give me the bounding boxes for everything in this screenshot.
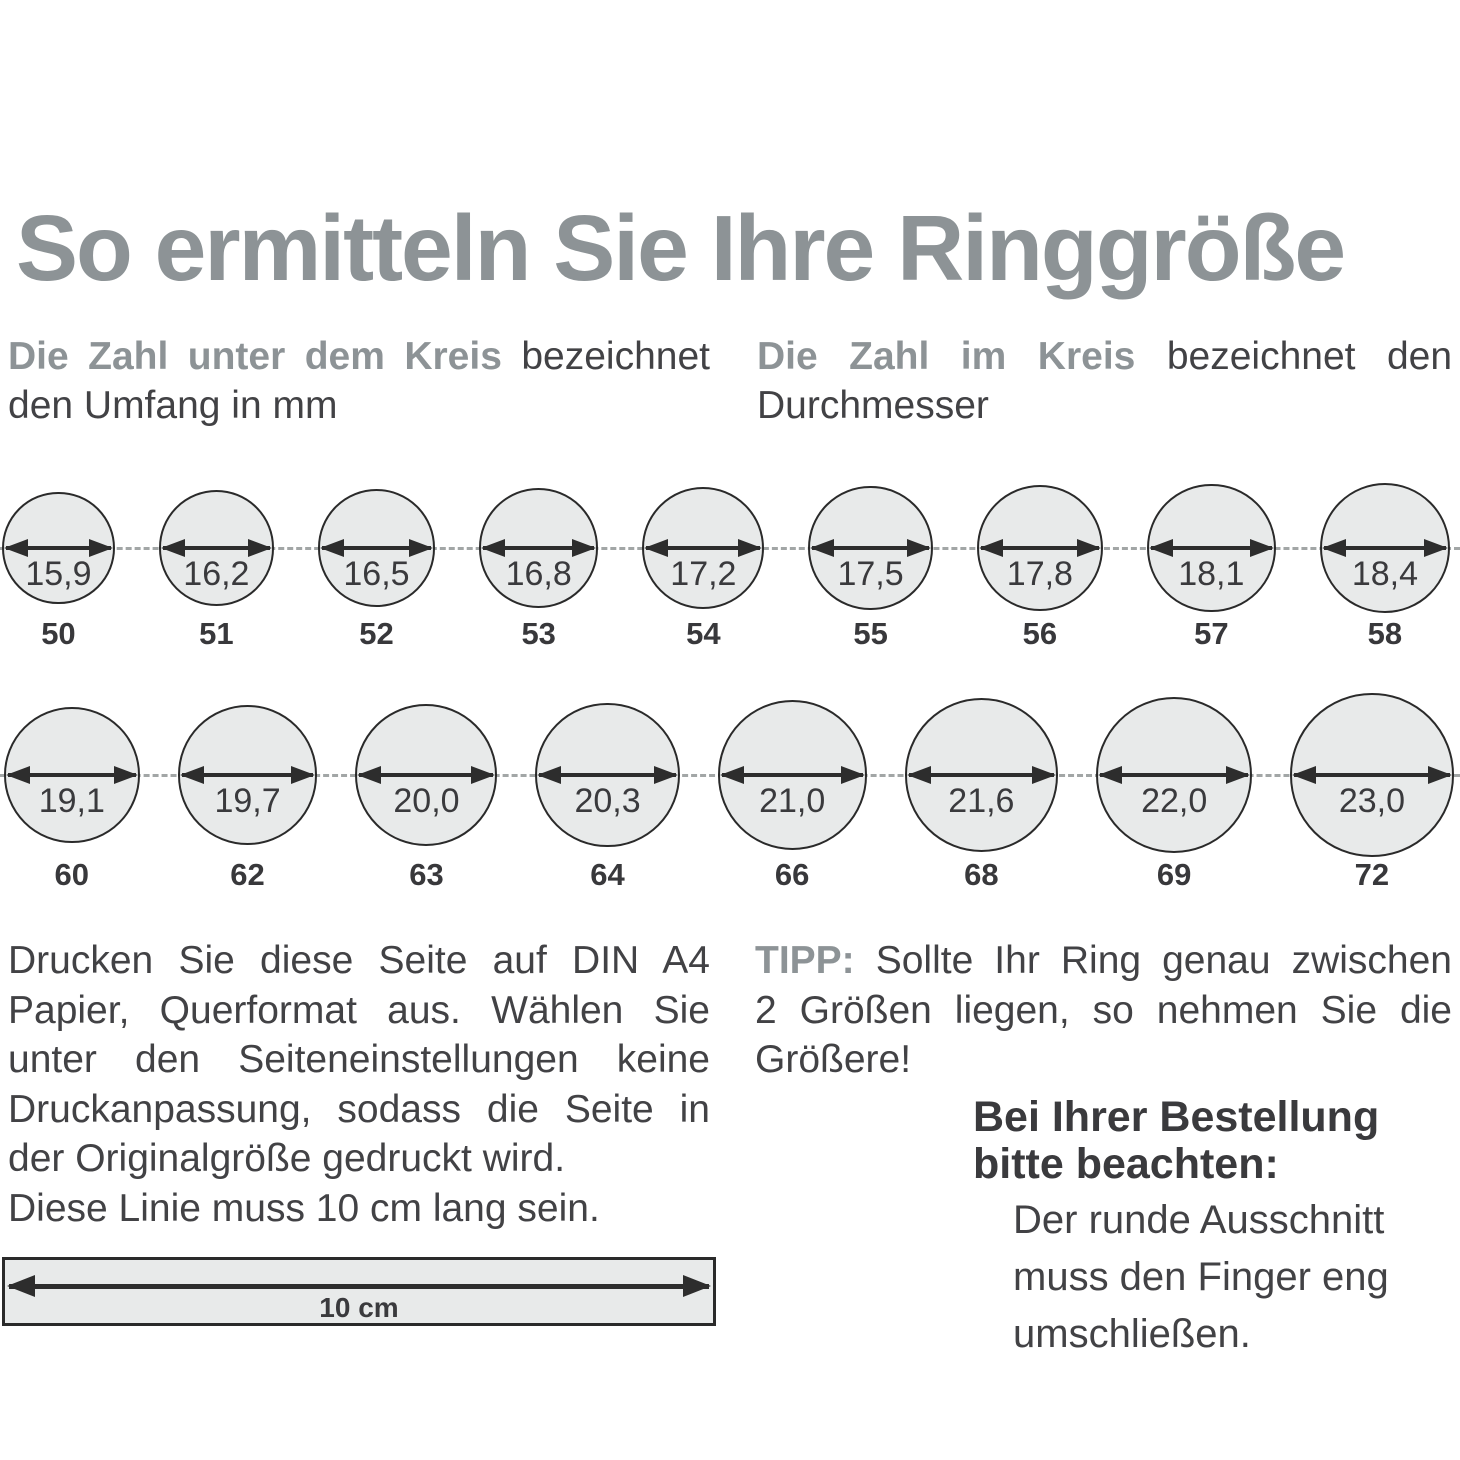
diameter-value: 21,6 [948, 781, 1015, 820]
diameter-value: 18,4 [1351, 554, 1418, 593]
diameter-arrow-icon [322, 546, 431, 550]
ring-size-label: 50 [41, 616, 76, 651]
print-instructions-line: Drucken Sie diese Seite auf DIN A4 [8, 939, 710, 982]
ring-circle [1096, 697, 1252, 853]
ring-size-label: 53 [521, 616, 556, 651]
ring-size-label: 69 [1156, 857, 1192, 892]
page-title: So ermitteln Sie Ihre Ringgröße [16, 196, 1345, 300]
ring-size-label: 55 [853, 616, 888, 651]
ring-size-label: 58 [1367, 616, 1403, 651]
ring-circle [718, 700, 867, 849]
ring-size-label: 62 [230, 857, 265, 892]
subtitle-diameter-rest: bezeichnet den [1166, 335, 1453, 378]
diameter-value: 17,8 [1006, 554, 1073, 593]
ring-circle [535, 703, 679, 847]
diameter-value: 16,8 [505, 554, 572, 593]
print-instructions [8, 936, 710, 1233]
order-note-body-line: umschließen. [1013, 1312, 1251, 1356]
diameter-arrow-icon [8, 773, 136, 777]
ring-size-label: 51 [199, 616, 234, 651]
diameter-value: 17,5 [837, 555, 904, 593]
diameter-value: 19,7 [214, 781, 281, 820]
diameter-arrow-icon [909, 773, 1054, 777]
ring-circle [318, 489, 435, 606]
print-instructions-line: unter den Seiteneinstellungen keine [8, 1038, 710, 1081]
diameter-value: 23,0 [1338, 781, 1405, 820]
diameter-value: 22,0 [1141, 781, 1208, 820]
ring-size-label: 60 [54, 857, 90, 892]
tip-paragraph [755, 936, 1452, 1085]
ruler-arrow-icon [9, 1284, 709, 1289]
diameter-value: 20,0 [393, 782, 460, 820]
diameter-value: 21,0 [759, 781, 826, 820]
ring-circle [1320, 483, 1451, 614]
ring-size-label: 56 [1022, 616, 1058, 651]
ring-circle [2, 492, 115, 605]
diameter-value: 17,2 [670, 554, 737, 593]
order-note-body-line: muss den Finger eng [1013, 1255, 1389, 1299]
diameter-arrow-icon [812, 546, 928, 550]
subtitle-circumference-line2: den Umfang in mm [8, 384, 338, 427]
ring-circle [178, 705, 318, 845]
diameter-arrow-icon [722, 773, 863, 777]
diameter-value: 16,2 [183, 554, 250, 593]
order-note-heading [973, 1094, 1379, 1188]
ring-circle [808, 486, 932, 610]
ring-size-label: 57 [1194, 616, 1229, 651]
diameter-arrow-icon [1151, 546, 1272, 550]
diameter-arrow-icon [6, 546, 111, 550]
ring-size-label: 66 [774, 857, 810, 892]
diameter-arrow-icon [1324, 546, 1447, 550]
print-instructions-line: Diese Linie muss 10 cm lang sein. [8, 1186, 600, 1230]
diameter-value: 19,1 [38, 781, 105, 820]
order-note-heading-line: bitte beachten: [973, 1140, 1279, 1188]
ring-circle [642, 487, 764, 609]
tip-line2: 2 Größen liegen, so nehmen Sie die [755, 988, 1452, 1032]
tip-line1 [755, 936, 1452, 986]
diameter-arrow-icon [646, 546, 760, 550]
ring-circle [159, 490, 274, 605]
ring-circle [905, 698, 1058, 851]
diameter-arrow-icon [359, 773, 493, 777]
ring-circle [4, 707, 140, 843]
ring-size-label: 54 [686, 616, 721, 651]
ring-circle [479, 488, 598, 607]
print-instructions-line: der Originalgröße gedruckt wird. [8, 1137, 566, 1180]
diameter-arrow-icon [1294, 773, 1449, 777]
order-note-body-line: Der runde Ausschnitt [1013, 1198, 1385, 1242]
tip-line1-rest: Sollte Ihr Ring genau zwischen [875, 939, 1452, 982]
ring-circle [1147, 484, 1276, 613]
order-note-body [1013, 1192, 1389, 1363]
diameter-arrow-icon [1100, 773, 1248, 777]
tip-line3: Größere! [755, 1038, 912, 1081]
diameter-arrow-icon [163, 546, 270, 550]
tip-prefix: TIPP: [755, 939, 855, 982]
subtitle-circumference-highlight: Die Zahl unter dem Kreis [8, 335, 502, 378]
diameter-arrow-icon [981, 546, 1099, 550]
print-instructions-line: Druckanpassung, sodass die Seite in [8, 1087, 710, 1131]
ring-size-label: 68 [964, 857, 999, 892]
ruler-label: 10 cm [319, 1292, 399, 1323]
ring-size-label: 63 [409, 857, 444, 892]
diameter-value: 18,1 [1178, 554, 1245, 593]
ring-size-label: 52 [359, 616, 394, 651]
diameter-arrow-icon [182, 773, 314, 777]
ring-circle [1290, 693, 1453, 856]
ring-size-label: 72 [1354, 857, 1390, 892]
print-instructions-line: Papier, Querformat aus. Wählen Sie [8, 988, 710, 1032]
diameter-value: 16,5 [343, 554, 410, 593]
subtitle-diameter-line2: Durchmesser [757, 384, 989, 427]
diameter-value: 15,9 [25, 554, 92, 593]
ring-circle [977, 485, 1103, 611]
diameter-arrow-icon [539, 773, 675, 777]
ring-circle [355, 704, 497, 846]
ruler-bar [2, 1257, 716, 1326]
diameter-value: 20,3 [574, 781, 641, 820]
order-note-heading-line: Bei Ihrer Bestellung [973, 1093, 1380, 1141]
subtitle-diameter-highlight: Die Zahl im Kreis [757, 335, 1136, 378]
diameter-arrow-icon [483, 546, 594, 550]
subtitle-circumference-rest: bezeichnet [521, 335, 710, 378]
ring-size-label: 64 [590, 857, 625, 892]
